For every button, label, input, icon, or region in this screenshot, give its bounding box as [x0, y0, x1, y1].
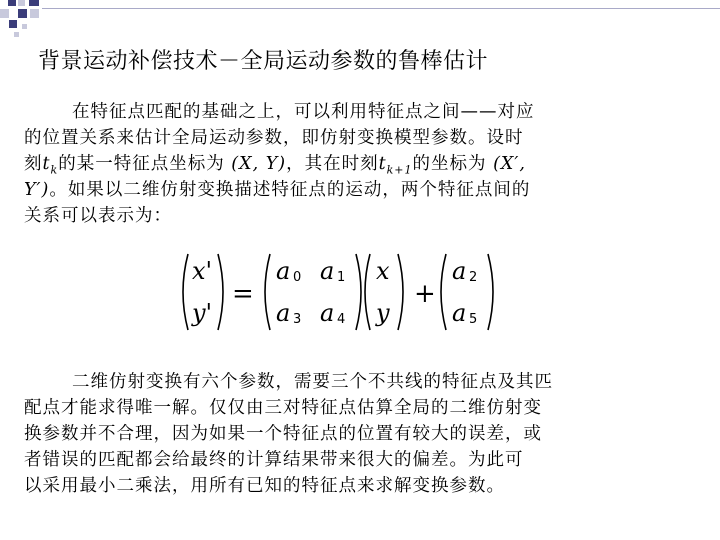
math-coords: (X, Y) — [224, 154, 287, 174]
right-paren-2 — [356, 254, 361, 330]
math-coords: (X′, — [486, 154, 526, 174]
decor-square — [30, 9, 39, 18]
math-var: t — [378, 154, 387, 174]
paragraph-line — [24, 369, 704, 395]
a-index: 1 — [337, 270, 346, 285]
left-paren-2 — [265, 254, 270, 330]
paragraph-line: 的位置关系来估计全局运动参数，即仿射变换模型参数。设时 — [24, 128, 524, 148]
decor-square — [29, 0, 39, 6]
left-paren-4 — [441, 254, 446, 330]
y-var: y — [376, 299, 390, 327]
header-rule — [42, 8, 720, 9]
paragraph-line: 以采用最小二乘法，用所有已知的特征点来求解变换参数。 — [24, 476, 505, 496]
decor-square — [14, 32, 19, 37]
text-run: 二维仿射变换有六个参数，需要三个不共线的特征点及其匹 — [72, 372, 553, 392]
text-run: ，其在时刻 — [286, 154, 379, 174]
a-var: a — [452, 257, 467, 285]
right-paren-4 — [488, 254, 493, 330]
paragraph-line: 者错误的匹配都会给最终的计算结果带来很大的偏差。为此可 — [24, 450, 524, 470]
paragraph-line — [24, 177, 704, 203]
right-paren-1 — [218, 254, 223, 330]
paragraph-line: 关系可以表示为： — [24, 206, 172, 226]
decor-square — [0, 9, 9, 18]
math-subscript: k — [50, 163, 59, 177]
decorative-squares — [0, 0, 720, 40]
x-var: x — [376, 257, 390, 285]
a-index: 5 — [469, 312, 478, 327]
decor-square — [18, 9, 27, 18]
decor-square — [9, 20, 17, 28]
paragraph-line: 配点才能求得唯一解。仅仅由三对特征点估算全局的二维仿射变 — [24, 398, 542, 418]
paragraph-line — [24, 99, 704, 125]
text-run: 的某一特征点坐标为 — [58, 154, 225, 174]
text-run: 的坐标为 — [412, 154, 487, 174]
a-index: 4 — [337, 312, 346, 327]
a-var: a — [320, 299, 335, 327]
a-var: a — [320, 257, 335, 285]
affine-formula — [176, 250, 496, 334]
text-run: 。如果以二维仿射变换描述特征点的运动，两个特征点间的 — [49, 180, 531, 200]
explanation-paragraph — [24, 369, 704, 499]
decor-square — [18, 0, 25, 6]
text-run: 在特征点匹配的基础之上，可以利用特征点之间——对应 — [72, 102, 535, 122]
decor-square — [22, 24, 27, 29]
a-var: a — [452, 299, 467, 327]
a-index: 2 — [469, 270, 478, 285]
right-paren-3 — [398, 254, 403, 330]
y-prime: y' — [192, 299, 213, 327]
a-var: a — [276, 299, 291, 327]
math-subscript: k+1 — [386, 163, 413, 177]
intro-paragraph — [24, 99, 704, 229]
left-paren-3 — [365, 254, 370, 330]
plus-sign: + — [414, 279, 436, 309]
left-paren-1 — [183, 254, 188, 330]
math-var: t — [42, 154, 51, 174]
formula-svg — [176, 250, 496, 334]
paragraph-line — [24, 151, 704, 177]
equals-sign: = — [232, 279, 254, 309]
a-index: 0 — [293, 270, 302, 285]
slide-title: 背景运动补偿技术－全局运动参数的鲁棒估计 — [38, 49, 489, 74]
a-var: a — [276, 257, 291, 285]
paragraph-line: 换参数并不合理，因为如果一个特征点的位置有较大的误差，或 — [24, 424, 542, 444]
text-run: 刻 — [24, 154, 43, 174]
a-index: 3 — [293, 312, 302, 327]
decor-square — [8, 0, 16, 6]
x-prime: x' — [192, 257, 213, 285]
math-coords: Y′) — [24, 180, 50, 200]
